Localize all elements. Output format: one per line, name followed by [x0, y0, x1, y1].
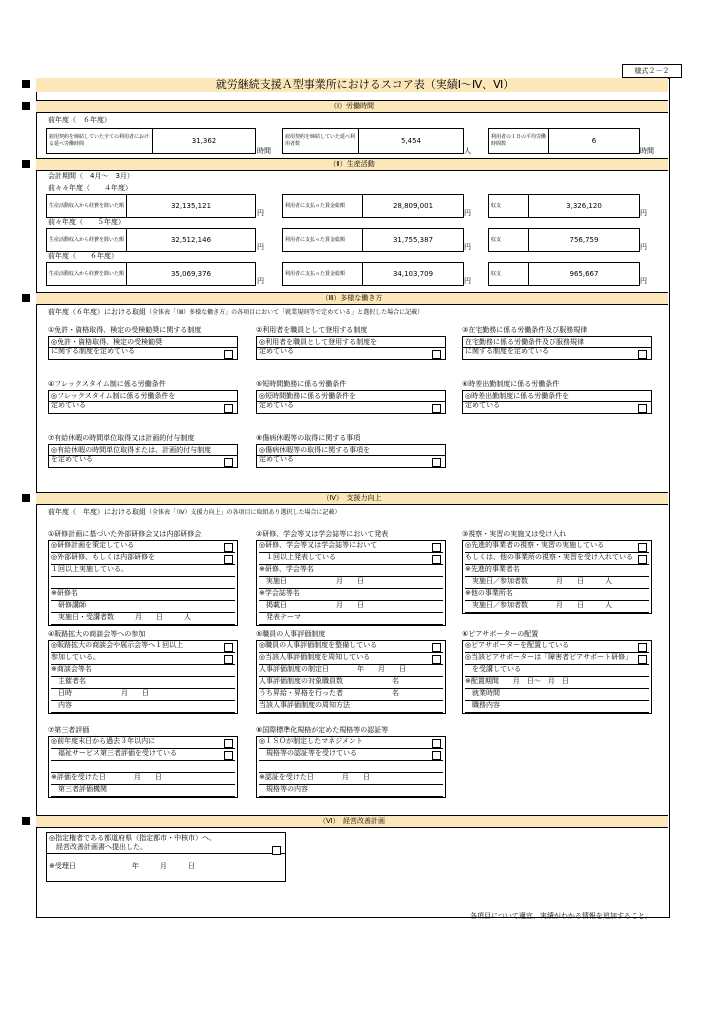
support-line: ※評価を受けた日 月 日 — [51, 773, 235, 785]
support-line: 人事評価制度の制定日 年 月 日 — [259, 665, 443, 677]
checkbox[interactable] — [224, 458, 233, 467]
item-line: ◎時差出勤制度に係る労働条件を — [465, 392, 570, 400]
work-style-item-title: ①免許・資格取得、検定の受検勧奨に関する制度 — [48, 326, 202, 334]
accounting-period: 会計期間（ 4月～ 3月） — [48, 172, 134, 180]
fiscal-year-label: 前々々年度（ ４年度） — [48, 184, 132, 192]
footer-note: 各項目について適宜、実績がわかる情報を追加すること。 — [470, 912, 652, 920]
support-line: 内容 — [51, 701, 235, 713]
support-line: 発表テーマ — [259, 613, 443, 625]
section-marker — [22, 160, 30, 168]
item-line: 定めている — [259, 455, 294, 463]
field-value[interactable]: 35,069,376 — [170, 270, 212, 278]
checkbox[interactable] — [432, 751, 441, 760]
production-income-field — [46, 194, 256, 218]
field-value[interactable]: 5,454 — [400, 137, 422, 145]
checkbox[interactable] — [432, 739, 441, 748]
support-line: 規格等の認証等を受けている — [259, 749, 443, 761]
item-line: ◎免許・資格取得、検定の受検勧奨 — [51, 338, 163, 346]
fiscal-year-label: 前々年度（ ５年度） — [48, 218, 125, 226]
item-line: 定めている — [465, 401, 500, 409]
checkbox[interactable] — [638, 350, 647, 359]
checkbox[interactable] — [224, 739, 233, 748]
balance-field — [488, 262, 640, 286]
fiscal-year-label: 前年度（ ６年度） — [48, 252, 118, 260]
support-line: 第三者評価機関 — [51, 785, 235, 797]
field-label: 利用者の１日の平均労働時間数 — [489, 129, 549, 153]
item-line: ◎有給休暇の時間単位取得または、計画的付与制度 — [51, 446, 212, 454]
checkbox[interactable] — [638, 643, 647, 652]
support-line: ◎研修、学会等又は学会誌等において — [259, 541, 443, 553]
support-line: ◎外部研修、もしくは内部研修を — [51, 553, 235, 565]
field-label: 収支 — [489, 229, 529, 251]
support-line: 参加している。 — [51, 653, 235, 665]
checkbox[interactable] — [224, 655, 233, 664]
field-value[interactable]: 31,362 — [191, 137, 217, 145]
support-line: 実施日／参加者数 月 日 人 — [465, 577, 649, 589]
support-line — [51, 761, 235, 773]
checkbox[interactable] — [224, 543, 233, 552]
avg-daily-hours-field — [488, 128, 640, 154]
unit-label: 人 — [464, 147, 471, 155]
work-style-item-box — [256, 390, 446, 414]
support-item-title: ④販路拡大の商談会等への参加 — [48, 630, 146, 638]
item-line: 定めている — [51, 401, 86, 409]
unit-label: 円 — [640, 243, 647, 251]
field-value[interactable]: 34,103,709 — [392, 270, 434, 278]
balance-field — [488, 194, 640, 218]
checkbox[interactable] — [224, 350, 233, 359]
support-item-title: ③視察・実習の実施又は受け入れ — [462, 530, 567, 538]
work-style-item-title: ⑦有給休暇の時間単位取得又は計画的付与制度 — [48, 434, 195, 442]
sec3-intro-text: 前年度（６年度）における取組 — [48, 308, 146, 316]
checkbox[interactable] — [638, 404, 647, 413]
sec4-intro — [48, 508, 341, 517]
unit-label: 時間 — [640, 147, 654, 155]
support-item-box — [256, 640, 446, 714]
item-line: に関する制度を定めている — [465, 347, 549, 355]
divider — [463, 401, 651, 402]
unit-label: 時間 — [257, 147, 271, 155]
checkbox[interactable] — [638, 555, 647, 564]
work-style-item-box — [462, 336, 652, 360]
item-line: 在宅勤務に係る労働条件及び服務規律 — [465, 338, 584, 346]
support-line: ◎研修計画を策定している — [51, 541, 235, 553]
support-item-box — [256, 540, 446, 626]
support-item-title: ⑦第三者評価 — [48, 726, 90, 734]
work-style-item-box — [462, 390, 652, 414]
support-line: ※研修、学会等名 — [259, 565, 443, 577]
divider — [49, 455, 237, 456]
support-item-title: ⑤職員の人事評価制度 — [256, 630, 326, 638]
field-value[interactable]: 32,135,121 — [170, 202, 212, 210]
checkbox[interactable] — [224, 555, 233, 564]
field-label: 生産活動収入から経費を除いた額 — [47, 195, 127, 217]
work-style-item-box — [48, 390, 238, 414]
support-line: ◎ピアサポーターを配置している — [465, 641, 649, 653]
section-header-labor-hours: （Ⅰ）労働時間 — [36, 100, 668, 113]
item-line: ◎利用者を職員として登用する制度を — [259, 338, 378, 346]
total-work-hours-field — [46, 128, 256, 154]
support-line — [259, 761, 443, 773]
production-income-field — [46, 262, 256, 286]
support-line — [51, 577, 235, 589]
sec3-intro-note: （全体表「（Ⅲ）多様な働き方」の各項目において「就業規則等で定めている」と選択した場合に記載） — [146, 309, 424, 316]
work-style-item-title: ⑤短時間勤務に係る労働条件 — [256, 380, 347, 388]
section-header-diverse-work: （Ⅲ）多様な働き方 — [36, 292, 668, 305]
field-value[interactable]: 6 — [591, 137, 597, 145]
checkbox[interactable] — [432, 543, 441, 552]
support-line: ※配置期間 月 日～ 月 日 — [465, 677, 649, 689]
unit-label: 円 — [257, 209, 264, 217]
checkbox[interactable] — [432, 404, 441, 413]
support-line: もしくは、他の事業所の視察・実習を受け入れている — [465, 553, 649, 565]
support-item-title: ⑧国際標準化規格が定めた規格等の認証等 — [256, 726, 389, 734]
support-line: 当該人事評価制度の周知方法 — [259, 701, 443, 713]
section-marker — [22, 102, 30, 110]
checkbox[interactable] — [224, 643, 233, 652]
support-line: 規格等の内容 — [259, 785, 443, 797]
support-line: ◎職員の人事評価制度を整備している — [259, 641, 443, 653]
support-line: １回以上実施している。 — [51, 565, 235, 577]
wage-total-field — [282, 262, 464, 286]
balance-field — [488, 228, 640, 252]
support-line: 就業時間 — [465, 689, 649, 701]
item-line: ◎傷病休暇等の取得に関する事項を — [259, 446, 371, 454]
checkbox[interactable] — [432, 350, 441, 359]
section-marker — [22, 817, 30, 825]
section-marker — [22, 494, 30, 502]
support-item-title: ①研修計画に基づいた外部研修会又は内部研修会 — [48, 530, 202, 538]
work-style-item-box — [48, 444, 238, 468]
support-line: 主催者名 — [51, 677, 235, 689]
support-line: ◎前年度末日から過去３年以内に — [51, 737, 235, 749]
wage-total-field — [282, 228, 464, 252]
work-style-item-box — [256, 444, 446, 468]
work-style-item-box — [256, 336, 446, 360]
support-line: 職務内容 — [465, 701, 649, 713]
support-item-box — [48, 736, 238, 798]
section-header-production: （Ⅱ）生産活動 — [36, 158, 668, 171]
field-value[interactable]: 965,667 — [569, 270, 599, 278]
checkbox[interactable] — [224, 751, 233, 760]
page-title: 就労継続支援Ａ型事業所におけるスコア表（実績Ⅰ～Ⅳ、Ⅵ） — [215, 78, 515, 91]
support-line: ※他の事業所名 — [465, 589, 649, 601]
support-line: ◎販路拡大の商談会や展示会等へ１回以上 — [51, 641, 235, 653]
sec4-intro-note: （全体表「（Ⅳ）支援力向上」の各項目に取組あり選択した場合に記載） — [146, 509, 341, 516]
divider — [49, 401, 237, 402]
checkbox[interactable] — [638, 543, 647, 552]
divider — [257, 455, 445, 456]
checkbox[interactable] — [432, 655, 441, 664]
support-item-box — [462, 640, 652, 714]
section-header-improvement-plan: （Ⅵ） 経営改善計画 — [36, 815, 668, 828]
divider — [47, 853, 285, 854]
item-line: を定めている — [51, 455, 93, 463]
field-value[interactable]: 28,809,001 — [392, 202, 434, 210]
checkbox[interactable] — [432, 643, 441, 652]
sec3-intro — [48, 308, 423, 317]
divider — [257, 401, 445, 402]
unit-label: 円 — [640, 209, 647, 217]
sec1-year: 前年度（ ６年度） — [48, 116, 111, 124]
field-value[interactable]: 3,326,120 — [566, 202, 602, 210]
field-label: 利用者に支払った賃金総額 — [283, 263, 363, 285]
support-line: 実施日 月 日 — [259, 577, 443, 589]
unit-label: 円 — [640, 277, 647, 285]
field-label: 雇用契約を締結していた延べ利用者数 — [283, 129, 359, 153]
section-header-support: （Ⅳ） 支援力向上 — [36, 492, 668, 505]
support-line: 人事評価制度の対象職員数 名 — [259, 677, 443, 689]
checkbox[interactable] — [432, 458, 441, 467]
field-label: 収支 — [489, 195, 529, 217]
support-line: 福祉サービス第三者評価を受けている — [51, 749, 235, 761]
work-style-item-title: ②利用者を職員として登用する制度 — [256, 326, 368, 334]
divider — [463, 347, 651, 348]
unit-label: 円 — [464, 243, 471, 251]
support-line: ※先進的事業者名 — [465, 565, 649, 577]
item-line: 定めている — [259, 401, 294, 409]
support-line: ◎当該ピアサポーターは「障害者ピアサポート研修」 — [465, 653, 649, 665]
improvement-plan-box — [46, 832, 286, 882]
work-style-item-title: ⑥時差出勤制度に係る労働条件 — [462, 380, 560, 388]
wage-total-field — [282, 194, 464, 218]
field-label: 利用者に支払った賃金総額 — [283, 229, 363, 251]
improvement-line: 経営改善計画書へ提出した。 — [49, 843, 147, 851]
support-item-box — [462, 540, 652, 614]
field-label: 生産活動収入から経費を除いた額 — [47, 263, 127, 285]
field-value[interactable]: 756,759 — [569, 236, 599, 244]
field-value[interactable]: 31,755,387 — [392, 236, 434, 244]
work-style-item-box — [48, 336, 238, 360]
field-value[interactable]: 32,512,146 — [170, 236, 212, 244]
work-style-item-title: ③在宅勤務に係る労働条件及び服務規律 — [462, 326, 588, 334]
support-item-box — [256, 736, 446, 798]
unit-label: 円 — [257, 277, 264, 285]
item-line: ◎短時間勤務に係る労働条件を — [259, 392, 357, 400]
support-line: ◎先進的事業者の視察・実習の実施している — [465, 541, 649, 553]
checkbox[interactable] — [224, 404, 233, 413]
field-label: 収支 — [489, 263, 529, 285]
support-line: 日時 月 日 — [51, 689, 235, 701]
support-line: 実施日・受講者数 月 日 人 — [51, 613, 235, 625]
unit-label: 円 — [464, 209, 471, 217]
section-marker — [22, 294, 30, 302]
support-item-title: ⑥ピアサポーターの配置 — [462, 630, 539, 638]
item-line: 定めている — [259, 347, 294, 355]
support-line: 掲載日 月 日 — [259, 601, 443, 613]
field-label: 利用者に支払った賃金総額 — [283, 195, 363, 217]
received-date: ※受理日 年 月 日 — [49, 862, 195, 870]
support-item-box — [48, 640, 238, 714]
divider — [257, 347, 445, 348]
support-line: ◎当該人事評価制度を周知している — [259, 653, 443, 665]
checkbox[interactable] — [638, 655, 647, 664]
divider — [49, 347, 237, 348]
item-line: ◎フレックスタイム制に係る労働条件を — [51, 392, 176, 400]
support-line: ◎ＩＳＯが制定したマネジメント — [259, 737, 443, 749]
support-line: １回以上発表している — [259, 553, 443, 565]
production-income-field — [46, 228, 256, 252]
field-label: 生産活動収入から経費を除いた額 — [47, 229, 127, 251]
field-label: 雇用契約を締結していた全ての利用者における延べ労働時間 — [47, 129, 153, 153]
form-number: 様式２－２ — [622, 64, 682, 78]
work-style-item-title: ④フレックスタイム制に係る労働条件 — [48, 380, 166, 388]
checkbox[interactable] — [432, 555, 441, 564]
checkbox[interactable] — [272, 846, 281, 855]
support-item-box — [48, 540, 238, 626]
support-line: 実施日／参加者数 月 日 人 — [465, 601, 649, 613]
unit-label: 円 — [257, 243, 264, 251]
support-line: を受講している — [465, 665, 649, 677]
total-users-field — [282, 128, 464, 154]
work-style-item-title: ⑧傷病休暇等の取得に関する事項 — [256, 434, 361, 442]
item-line: に関する制度を定めている — [51, 347, 135, 355]
improvement-line: ◎指定権者である都道府県（指定都市・中核市）へ、 — [49, 834, 217, 842]
support-line: うち昇給・昇格を行った者 名 — [259, 689, 443, 701]
support-line: 研修講師 — [51, 601, 235, 613]
support-item-title: ②研修、学会等又は学会誌等において発表 — [256, 530, 389, 538]
support-line: ※学会誌等名 — [259, 589, 443, 601]
unit-label: 円 — [464, 277, 471, 285]
support-line: ※認証を受けた日 月 日 — [259, 773, 443, 785]
sec4-intro-text: 前年度（ 年度）における取組 — [48, 508, 146, 516]
support-line: ※商談会等名 — [51, 665, 235, 677]
support-line: ※研修名 — [51, 589, 235, 601]
